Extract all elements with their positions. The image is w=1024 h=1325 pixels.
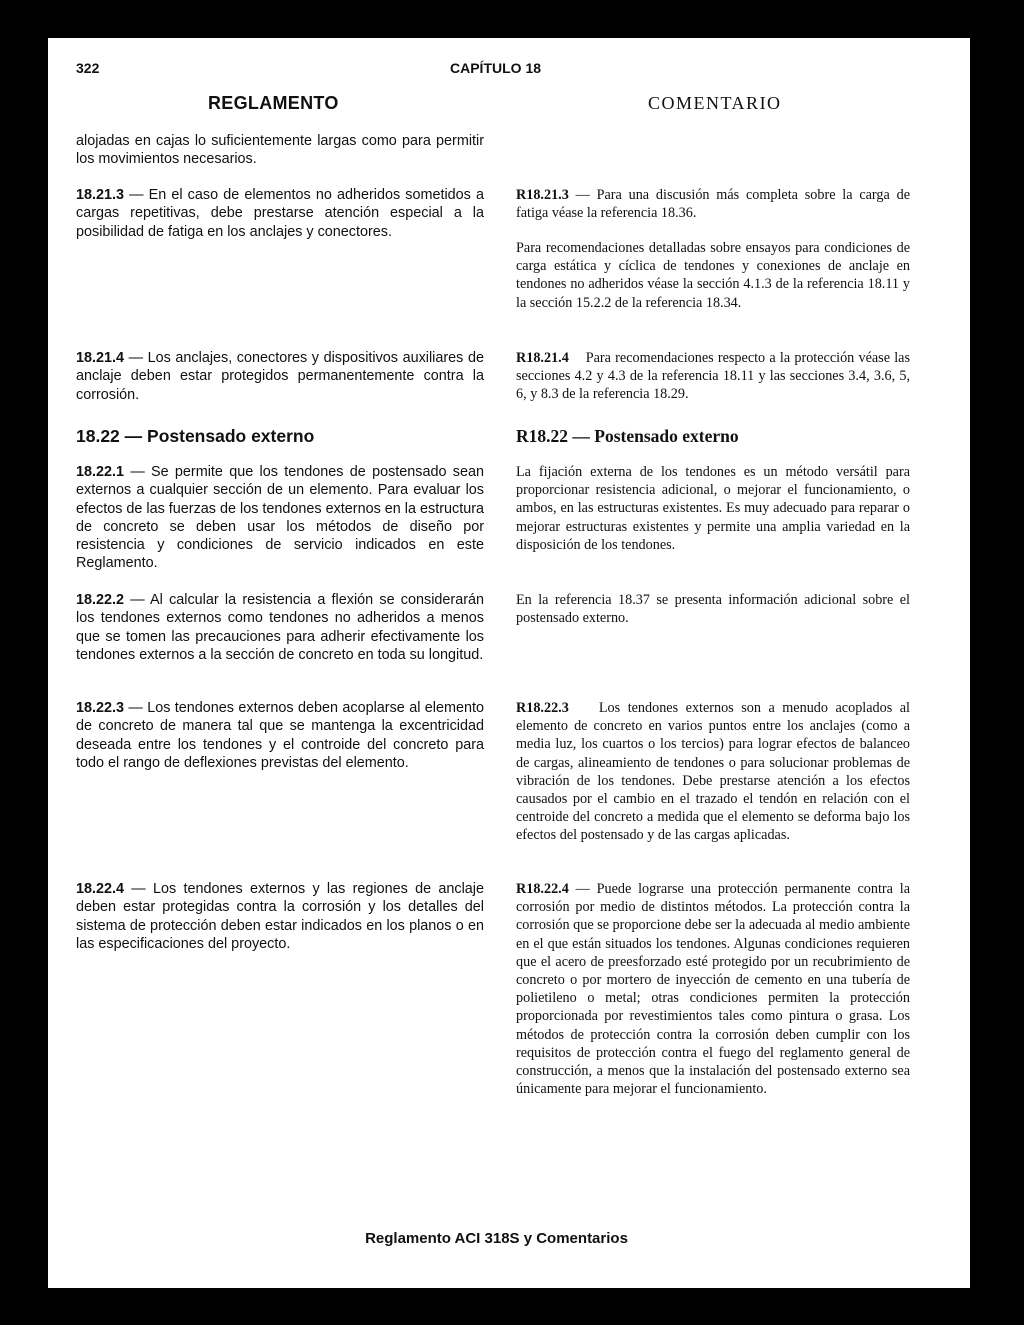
section-text: — Los tendones externos deben acoplarse al elemento de concreto de manera tal que se mantenga la excentricidad deseada entre los tendones y el controide del concreto para todo el rango de deflexiones previstas del elemento. bbox=[76, 700, 484, 771]
section-text: — En el caso de elementos no adheridos sometidos a cargas repetitivas, debe prestarse atención especial a la posibilidad de fatiga en los anclajes y conectores. bbox=[76, 187, 484, 240]
commentary-r18-21-3 bbox=[516, 186, 910, 222]
commentary-number: R18.22.3 bbox=[516, 700, 569, 716]
section-text: — Se permite que los tendones de postensado sean externos a cualquier sección de un elemento. Para evaluar los efectos de las fuerzas de los tendones externos en la estructura de concreto se deben usar los métodos de diseño por resistencia y condiciones de servicio indicados en este Reglamento. bbox=[76, 464, 484, 572]
section-18-21-4 bbox=[76, 349, 484, 404]
section-number: 18.21.4 bbox=[76, 350, 125, 366]
section-number: 18.22.4 bbox=[76, 881, 125, 897]
commentary-r18-22-4 bbox=[516, 880, 910, 1098]
heading-18-22: 18.22 — Postensado externo bbox=[76, 426, 315, 446]
section-number: 18.22.2 bbox=[76, 592, 125, 608]
page-footer: Reglamento ACI 318S y Comentarios bbox=[365, 1230, 628, 1247]
section-number: 18.22.3 bbox=[76, 700, 125, 716]
left-intro-paragraph: alojadas en cajas lo suficientemente largas como para permitir los movimientos necesarios. bbox=[76, 133, 484, 168]
section-18-21-3 bbox=[76, 186, 484, 241]
document-page bbox=[48, 38, 970, 1288]
commentary-number: R18.21.4 bbox=[516, 350, 569, 366]
commentary-number: R18.21.3 bbox=[516, 187, 569, 203]
commentary-number: R18.22.4 bbox=[516, 881, 569, 897]
section-18-22-1 bbox=[76, 463, 484, 573]
section-number: 18.22.1 bbox=[76, 464, 125, 480]
commentary-r18-21-3-detail: Para recomendaciones detalladas sobre ensayos para condiciones de carga estática y cíclica de tendones y conexiones de anclaje en tendones no adheridos véase la sección 4.1.3 de la referencia 18.11 y la sección 15.2.2 de la referencia 18.34. bbox=[516, 240, 910, 311]
chapter-title: CAPÍTULO 18 bbox=[450, 60, 542, 76]
commentary-r18-22-3 bbox=[516, 699, 914, 845]
section-text: — Los tendones externos y las regiones de anclaje deben estar protegidas contra la corrosión y los detalles del sistema de protección deben estar indicados en los planos o en las especificaciones del proyecto. bbox=[76, 881, 484, 952]
commentary-text: Los tendones externos son a menudo acoplados al elemento de concreto en varios puntos entre los anclajes (como a media luz, los cuartos o los tercios) para lograr efectos de balanceo de cargas, alineamiento de tendones o para solucionar problemas de vibración de los tendones. Debe prestarse atención a los efectos causados por el cambio en el trazado el tendón en relación con el centroide del concreto a medida que el elemento se deforma bajo los efectos del postensado y de las cargas aplicadas. bbox=[516, 700, 914, 844]
section-text: — Al calcular la resistencia a flexión se considerarán los tendones externos como tendones no adheridos a menos que se tomen las precauciones para adherir efectivamente los tendones externos a la sección de concreto en toda su longitud. bbox=[76, 592, 484, 663]
section-18-22-4 bbox=[76, 880, 484, 953]
section-number: 18.21.3 bbox=[76, 187, 125, 203]
section-18-22-3 bbox=[76, 699, 484, 772]
commentary-r18-22-intro: La fijación externa de los tendones es un método versátil para proporcionar resistencia adicional, o mejorar el funcionamiento, o ambos, en las estructuras existentes. Es muy adecuado para reparar o mejorar estructuras existentes y permite una amplia variedad en la disposición de los tendones. bbox=[516, 464, 910, 553]
right-column-title: COMENTARIO bbox=[648, 93, 782, 113]
commentary-r18-21-4 bbox=[516, 349, 914, 404]
heading-r18-22: R18.22 — Postensado externo bbox=[516, 426, 739, 446]
section-18-22-2 bbox=[76, 591, 484, 664]
commentary-r18-22-reference: En la referencia 18.37 se presenta información adicional sobre el postensado externo. bbox=[516, 592, 910, 627]
commentary-text: Para recomendaciones respecto a la protección véase las secciones 4.2 y 4.3 de la referencia 18.11 y las secciones 3.4, 3.6, 5, 6, y 8.3 de la referencia 18.29. bbox=[516, 350, 914, 403]
left-column-title: REGLAMENTO bbox=[208, 93, 339, 113]
commentary-text: — Para una discusión más completa sobre la carga de fatiga véase la referencia 18.36. bbox=[516, 187, 910, 222]
page-number: 322 bbox=[76, 60, 100, 76]
section-text: — Los anclajes, conectores y dispositivos auxiliares de anclaje deben estar protegidos permanentemente contra la corrosión. bbox=[76, 350, 484, 403]
commentary-text: — Puede lograrse una protección permanente contra la corrosión por medio de distintos métodos. La protección contra la corrosión que se proporcione debe ser la adecuada al medio ambiente en el que están situados los tendones. Algunas condiciones requieren que el acero de preesforzado esté protegido por un recubrimiento de concreto o por mortero de inyección de cemento en una tubería de polietileno o metal; otras condiciones permiten la protección proporcionada por revestimientos tales como pintura o grasa. Los métodos de protección contra la corrosión deben cumplir con los requisitos de protección contra el fuego del reglamento general de construcción, a menos que la instalación del postensado externo sea únicamente para mejorar el funcionamiento. bbox=[516, 881, 910, 1098]
